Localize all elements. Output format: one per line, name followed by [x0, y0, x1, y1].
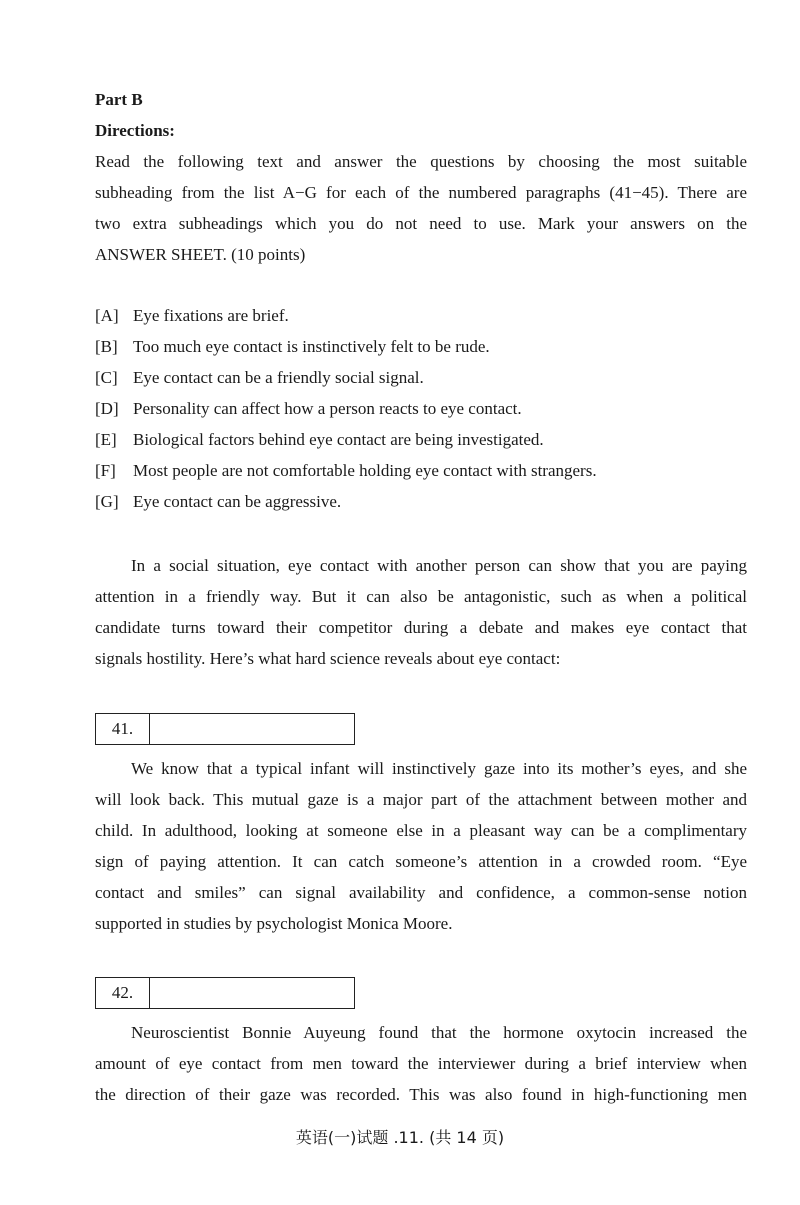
option-text: Eye fixations are brief. — [133, 306, 289, 325]
answer-field[interactable] — [150, 714, 354, 744]
option-f — [95, 461, 597, 481]
option-label: [C] — [95, 368, 118, 387]
paragraph-line: Neuroscientist Bonnie Auyeung found that the hormone oxytocin increased the — [131, 1023, 747, 1042]
section-title: Part B — [95, 90, 143, 109]
intro-line: candidate turns toward their competitor during a debate and makes eye contact that — [95, 618, 747, 637]
paragraph-line: supported in studies by psychologist Monica Moore. — [95, 914, 453, 933]
question-number: 42. — [96, 978, 150, 1008]
paragraph-line: contact and smiles” can signal availability and confidence, a common-sense notion — [95, 883, 747, 902]
option-text: Eye contact can be a friendly social signal. — [133, 368, 424, 387]
page-footer: 英语(一)试题 .11. (共 14 页) — [295, 1128, 505, 1147]
answer-box-41[interactable] — [95, 713, 355, 745]
paragraph-line: amount of eye contact from men toward the interviewer during a brief interview when — [95, 1054, 747, 1073]
option-g — [95, 492, 341, 512]
option-d — [95, 399, 522, 419]
option-a — [95, 306, 289, 326]
directions-label: Directions: — [95, 121, 175, 140]
answer-field[interactable] — [150, 978, 354, 1008]
intro-line: In a social situation, eye contact with another person can show that you are paying — [131, 556, 747, 575]
option-text: Most people are not comfortable holding eye contact with strangers. — [133, 461, 597, 480]
directions-line: subheading from the list A−G for each of the numbered paragraphs (41−45). There are — [95, 183, 747, 202]
directions-line: Read the following text and answer the questions by choosing the most suitable — [95, 152, 747, 171]
paragraph-line: will look back. This mutual gaze is a major part of the attachment between mother and — [95, 790, 747, 809]
paragraph-line: We know that a typical infant will instinctively gaze into its mother’s eyes, and she — [131, 759, 747, 778]
option-label: [G] — [95, 492, 119, 511]
option-text: Biological factors behind eye contact are being investigated. — [133, 430, 544, 449]
option-label: [B] — [95, 337, 118, 356]
paragraph-line: child. In adulthood, looking at someone else in a pleasant way can be a complimentary — [95, 821, 747, 840]
option-text: Personality can affect how a person reacts to eye contact. — [133, 399, 522, 418]
option-b — [95, 337, 490, 357]
answer-box-42[interactable] — [95, 977, 355, 1009]
paragraph-line: sign of paying attention. It can catch someone’s attention in a crowded room. “Eye — [95, 852, 747, 871]
option-e — [95, 430, 544, 450]
intro-line: signals hostility. Here’s what hard science reveals about eye contact: — [95, 649, 561, 668]
question-number: 41. — [96, 714, 150, 744]
directions-line: two extra subheadings which you do not need to use. Mark your answers on the — [95, 214, 747, 233]
intro-line: attention in a friendly way. But it can also be antagonistic, such as when a political — [95, 587, 747, 606]
option-c — [95, 368, 424, 388]
option-label: [A] — [95, 306, 119, 325]
option-text: Eye contact can be aggressive. — [133, 492, 342, 511]
paragraph-line: the direction of their gaze was recorded. This was also found in high-functioning men — [95, 1085, 747, 1104]
option-text: Too much eye contact is instinctively felt to be rude. — [133, 337, 490, 356]
option-label: [D] — [95, 399, 119, 418]
option-label: [E] — [95, 430, 117, 449]
directions-line: ANSWER SHEET. (10 points) — [95, 245, 306, 264]
option-label: [F] — [95, 461, 116, 480]
